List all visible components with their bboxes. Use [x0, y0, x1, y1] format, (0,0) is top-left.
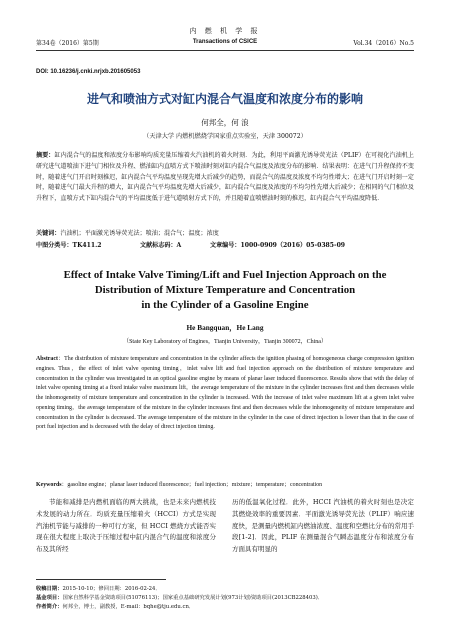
footnotes — [36, 585, 414, 613]
authors-cn: 何邦全，何 浪 — [201, 118, 249, 127]
footnote-text: 国家自然科学基金资助项目(51076113)；国家重点基础研究发展计划(973计划)资助项目(2013CB228403)． — [62, 595, 324, 602]
affiliation-en: （State Key Laboratory of Engines，Tianjin University，Tianjin 300072，China） — [123, 339, 327, 345]
abstract-en-text: The distribution of mixture temperature and concentration in the cylinder affects the ignition phasing of homogeneous charge compression ignition engines. Thus，the effect of inlet valve opening timing，inlet valve lift and fuel injection approach on the distribution of mixture temperature and concentration in the cylinder was investigated in an optical gasoline engine by means of planar laser induced fluorescence. Results show that with the delay of inlet valve opening timing at a fixed intake valve maximum lift，the average temperature of the mixture in the cylinder increases first and then decreases while the inhomogeneity of mixture temperature and concentration in the cylinder is increased. With the increase of inlet valve maximum lift at a given inlet valve opening timing，the average temperature of the mixture in the cylinder increases first and then decreases while the inhomogeneity of mixture temperature and concentration in the cylinder is decreased. The average temperature of the mixture in the cylinder in the case of direct injection is lower than that in the case of port fuel injection and is decreased with the delay of direct injection timing. — [36, 356, 414, 431]
classification-line — [36, 240, 414, 249]
footnote-label: 作者简介： — [36, 604, 63, 611]
keywords-cn-text: 汽油机；平面激光诱导荧光法；喷油；混合气；温度；浓度 — [60, 230, 219, 237]
body-column-left: 节能和减排是内燃机面临的两大挑战，也是未来内燃机技术发展的动力所在．均质充量压缩着火（HCCI）方式是实现汽油机节能与减排的一种可行方案，但 HCCI 燃烧方式能否实现在很大程度上取决于压缩过程中缸内混合气的温度和浓度分布及其所经 — [36, 498, 216, 554]
footnote-divider — [36, 579, 166, 580]
header-volume-cn: 第34卷（2016）第5期 — [36, 40, 99, 47]
body-column-right: 历的低温氧化过程．此外，HCCI 汽油机的着火时刻也是决定其燃烧效率的重要因素．平面激光诱导荧光法（PLIF）响应速度快，是测量内燃机缸内燃油浓度、温度和空燃比分布的常用手段[1-2]．因此，PLIF 在测量混合气瞬态温度分布和浓度分布方面具有明显的 — [232, 498, 414, 554]
clc-number: 中图分类号：TK411.2 — [36, 242, 102, 249]
document-code: 文献标志码：A — [140, 242, 182, 249]
abstract-en-label: Abstract — [36, 356, 58, 362]
abstract-cn — [36, 151, 414, 205]
footnote-funding — [36, 594, 414, 603]
title-en-line: in the Cylinder of a Gasoline Engine — [141, 299, 309, 311]
keywords-en-label: Keywords — [36, 482, 62, 488]
footnote-author — [36, 603, 414, 612]
keywords-en-text: gasoline engine；planar laser induced fluorescence；fuel injection；mixture；temperature；concentration — [67, 482, 323, 488]
title-en-line: Distribution of Mixture Temperature and Concentration — [94, 284, 356, 296]
doi: DOI: 10.16236/j.cnki.nrjxb.201605053 — [36, 69, 141, 75]
journal-name-en: Transactions of CSICE — [192, 39, 258, 45]
abstract-cn-text: 缸内混合气的温度和浓度分布影响均质充量压缩着火汽油机的着火时刻．为此，利用平面激光诱导荧光法（PLIF）在可视化汽油机上研究进气道喷油下进气门相位及升程、燃油缸内直喷方式下喷油时刻对缸内混合气温度及浓度分布的影响．结果表明：在进气门升程保持不变时，随着进气门开启时刻推迟，缸内混合气平均温度呈现先增大后减少的趋势，而混合气的温度及浓度不均匀性增大；在进气门开启时刻一定时，随着进气门最大升程的增大，缸内混合气平均温度先增大后减少，缸内混合气温度及浓度的不均匀性先增大后减少；在相同的气门相位及升程下，直喷方式下缸内混合气的平均温度低于进气道喷射方式下的，并且随着直喷燃油时刻的推迟，缸内混合气平均温度降低． — [36, 152, 414, 203]
affiliation-cn: （天津大学 内燃机燃烧学国家重点实验室，天津 300072） — [143, 133, 307, 140]
abstract-cn-label: 摘要： — [36, 152, 55, 159]
footnote-text: 2015-10-10；修回日期：2016-02-24． — [62, 586, 161, 592]
title-en — [40, 268, 410, 313]
abstract-en: Abstract：The distribution of mixture temperature and concentration in the cylinder affects the ignition phasing of homogeneous charge compression ignition engines. Thus，the effect of inlet valve opening timing，inlet valve lift and fuel injection approach on the distribution of mixture temperature and concentration in the cylinder was investigated in an optical gasoline engine by means of planar laser induced fluorescence. Results show that with the delay of inlet valve opening timing at a fixed intake valve maximum lift，the average temperature of the mixture in the cylinder increases first and then decreases while the inhomogeneity of mixture temperature and concentration in the cylinder is increased. With the increase of inlet valve maximum lift at a given inlet valve opening timing，the average temperature of the mixture in the cylinder increases first and then decreases while the inhomogeneity of mixture temperature and concentration in the cylinder is decreased. The average temperature of the mixture in the cylinder in the case of direct injection is lower than that in the case of port fuel injection and is decreased with the delay of direct injection timing. — [36, 356, 414, 431]
keywords-cn — [36, 228, 414, 237]
header-volume-en: Vol.34（2016）No.5 — [353, 40, 414, 47]
keywords-en: Keywords：gasoline engine；planar laser induced fluorescence；fuel injection；mixture；temperature；concentration — [36, 482, 323, 488]
footnote-label: 收稿日期： — [36, 586, 63, 592]
authors-en: He Bangquan，He Lang — [186, 323, 264, 332]
footnote-text: 何邦全，博士，副教授，E-mail：bqhe@tju.edu.cn． — [62, 604, 195, 611]
title-cn: 进气和喷油方式对缸内混合气温度和浓度分布的影响 — [86, 92, 363, 106]
article-number: 文章编号：1000-0909（2016）05-0385-09 — [210, 242, 346, 249]
footnote-received — [36, 585, 414, 594]
journal-name-cn: 内 燃 机 学 报 — [189, 27, 261, 35]
keywords-cn-label: 关键词： — [36, 230, 61, 237]
title-en-line: Effect of Intake Valve Timing/Lift and Fuel Injection Approach on the — [63, 269, 387, 281]
footnote-label: 基金项目： — [36, 595, 63, 602]
header-divider — [36, 50, 414, 51]
